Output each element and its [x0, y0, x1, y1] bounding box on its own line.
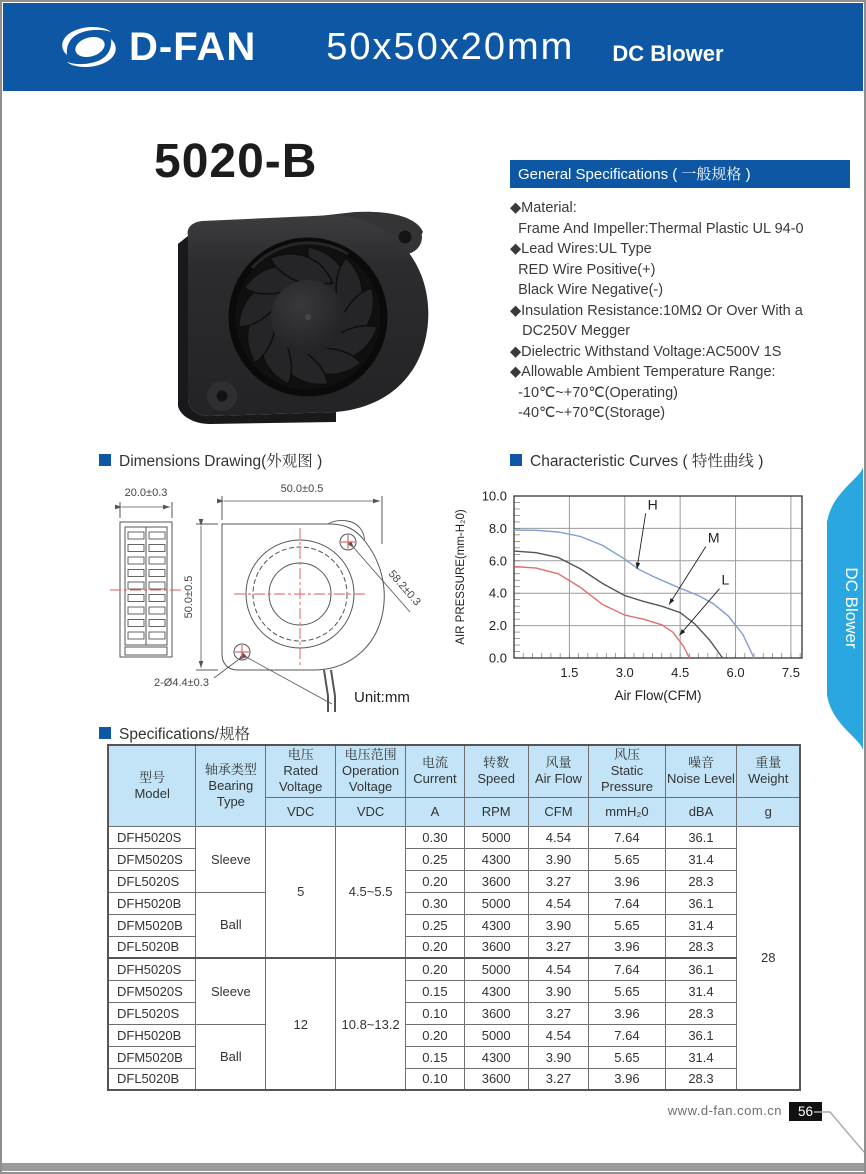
cell-current: 0.15 [406, 980, 465, 1002]
dim-diagonal-label: 58.2±0.3 [385, 568, 423, 609]
cell-noise-level: 28.3 [665, 1002, 737, 1024]
vent-slat [149, 557, 165, 564]
side-tab-dc-blower [819, 466, 863, 751]
cell-airflow: 3.90 [528, 980, 589, 1002]
cell-airflow: 4.54 [528, 826, 589, 848]
cell-current: 0.25 [406, 848, 465, 870]
section-title-dimensions: Dimensions Drawing(外观图 ) [99, 449, 322, 471]
col-header-rated-voltage: 电压 Rated Voltage [266, 745, 336, 797]
general-specs-title-bar: General Specifications ( 一般规格 ) [510, 160, 850, 188]
cell-noise-level: 28.3 [665, 936, 737, 958]
spec-item: -40℃~+70℃(Storage) [510, 405, 666, 421]
plot-border [514, 496, 802, 658]
cell-model: DFH5020B [108, 892, 196, 914]
cell-bearing-type: Ball [196, 892, 266, 958]
cell-bearing-type: Sleeve [196, 958, 266, 1024]
curve-M [514, 551, 723, 658]
unit-vdc: VDC [266, 797, 336, 826]
curve-label-M: M [707, 529, 720, 546]
curve-label-L: L [721, 571, 730, 588]
table-row [108, 1024, 800, 1046]
cell-weight: 28 [737, 826, 800, 1090]
vent-slat [128, 570, 144, 577]
characteristic-curves-chart [450, 482, 818, 719]
cell-operation-voltage: 10.8~13.2 [336, 958, 406, 1090]
table-row [108, 892, 800, 914]
vent-slat [128, 582, 144, 589]
section-title-curves: Characteristic Curves ( 特性曲线 ) [510, 449, 763, 471]
footer-corner-lines [814, 1097, 864, 1172]
cell-model: DFM5020B [108, 914, 196, 936]
brand-logo-icon [53, 22, 125, 72]
cell-noise-level: 28.3 [665, 870, 737, 892]
bottom-bar [2, 1163, 864, 1171]
cell-current: 0.30 [406, 892, 465, 914]
vent-slat [149, 632, 165, 639]
vent-slat [128, 632, 144, 639]
dimensions-drawing [92, 480, 448, 725]
vent-slat [128, 557, 144, 564]
y-tick-label: 2.0 [488, 618, 507, 634]
col-header-speed: 转数 Speed [464, 745, 528, 797]
cell-speed: 3600 [464, 1068, 528, 1090]
side-tab-label: DC Blower [842, 567, 861, 649]
unit-vdc: VDC [336, 797, 406, 826]
specifications-table [107, 744, 801, 1091]
cell-current: 0.10 [406, 1068, 465, 1090]
cell-model: DFM5020S [108, 848, 196, 870]
y-tick-label: 10.0 [481, 488, 507, 504]
spec-list [510, 198, 850, 424]
cell-static-pressure: 3.96 [589, 870, 665, 892]
unit-mmh2o: mmH₂0 [589, 797, 665, 826]
cell-speed: 4300 [464, 980, 528, 1002]
cell-model: DFH5020B [108, 1024, 196, 1046]
unit-rpm: RPM [464, 797, 528, 826]
cell-speed: 3600 [464, 870, 528, 892]
cell-bearing-type: Sleeve [196, 826, 266, 892]
cell-noise-level: 36.1 [665, 826, 737, 848]
cell-current: 0.20 [406, 870, 465, 892]
vent-slat [128, 607, 144, 614]
square-bullet-icon [99, 454, 111, 466]
cell-static-pressure: 3.96 [589, 1002, 665, 1024]
cell-airflow: 4.54 [528, 1024, 589, 1046]
cell-noise-level: 31.4 [665, 914, 737, 936]
cell-airflow: 3.90 [528, 848, 589, 870]
cell-current: 0.30 [406, 826, 465, 848]
general-specifications [510, 160, 850, 424]
header-bar [3, 3, 863, 91]
dim-height-label: 50.0±0.5 [183, 575, 195, 619]
cell-airflow: 3.27 [528, 870, 589, 892]
cell-static-pressure: 5.65 [589, 980, 665, 1002]
unit-a: A [406, 797, 465, 826]
cell-model: DFL5020B [108, 936, 196, 958]
unit-label: Unit:mm [354, 689, 410, 706]
cell-noise-level: 31.4 [665, 980, 737, 1002]
curve-H [514, 530, 754, 658]
cell-noise-level: 31.4 [665, 1046, 737, 1068]
cell-speed: 4300 [464, 914, 528, 936]
spec-item: -10℃~+70℃(Operating) [510, 384, 678, 401]
spec-item: ◆Material: [510, 200, 577, 216]
product-photo [140, 190, 460, 432]
col-header-operation-voltage: 电压范围 Operation Voltage [336, 745, 406, 797]
cell-speed: 5000 [464, 958, 528, 980]
cell-noise-level: 31.4 [665, 848, 737, 870]
product-type-label: DC Blower [612, 41, 724, 66]
cell-speed: 5000 [464, 826, 528, 848]
product-model-title: 5020-B [154, 135, 318, 188]
brand-name: D-FAN [129, 24, 257, 69]
x-tick-label: 4.5 [671, 665, 690, 680]
x-tick-label: 3.0 [615, 665, 634, 680]
vent-slat [149, 620, 165, 627]
y-tick-label: 0.0 [488, 650, 507, 666]
col-header-current: 电流 Current [406, 745, 465, 797]
cell-airflow: 4.54 [528, 892, 589, 914]
x-tick-label: 1.5 [560, 665, 579, 680]
vent-slat [149, 595, 165, 602]
cell-static-pressure: 5.65 [589, 848, 665, 870]
vent-slat [149, 570, 165, 577]
section-title-specifications: Specifications/规格 [99, 722, 250, 744]
cell-model: DFL5020B [108, 1068, 196, 1090]
cell-airflow: 3.90 [528, 914, 589, 936]
col-header-airflow: 风量 Air Flow [528, 745, 589, 797]
cell-static-pressure: 7.64 [589, 1024, 665, 1046]
col-header-noise: 噪音 Noise Level [665, 745, 737, 797]
y-tick-label: 4.0 [488, 585, 507, 601]
cell-speed: 5000 [464, 1024, 528, 1046]
spec-item: ◆Lead Wires:UL Type [510, 241, 652, 257]
vent-slat [149, 582, 165, 589]
cell-current: 0.10 [406, 1002, 465, 1024]
y-axis-title: AIR PRESSURE(mm-H₂0) [455, 509, 467, 645]
unit-g: g [737, 797, 800, 826]
cell-static-pressure: 5.65 [589, 1046, 665, 1068]
cell-noise-level: 36.1 [665, 1024, 737, 1046]
cell-airflow: 3.27 [528, 1002, 589, 1024]
square-bullet-icon [510, 454, 522, 466]
spec-item: DC250V Megger [510, 323, 631, 339]
cell-model: DFL5020S [108, 870, 196, 892]
cell-speed: 3600 [464, 1002, 528, 1024]
dim-holes-label: 2-Ø4.4±0.3 [154, 677, 209, 689]
cell-speed: 3600 [464, 936, 528, 958]
vent-slat [149, 532, 165, 539]
cell-rated-voltage: 5 [266, 826, 336, 958]
cell-speed: 5000 [464, 892, 528, 914]
vent-slat [149, 607, 165, 614]
spec-item: Frame And Impeller:Thermal Plastic UL 94-0 [510, 220, 804, 237]
cell-current: 0.25 [406, 914, 465, 936]
vent-slat [149, 545, 165, 552]
cell-static-pressure: 3.96 [589, 1068, 665, 1090]
x-axis-title: Air Flow(CFM) [614, 688, 702, 703]
page-number-badge: 56 [789, 1102, 822, 1121]
cell-airflow: 4.54 [528, 958, 589, 980]
col-header-weight: 重量 Weight [737, 745, 800, 797]
table-header [108, 745, 800, 826]
cell-noise-level: 28.3 [665, 1068, 737, 1090]
vent-slat [128, 532, 144, 539]
size-title: 50x50x20mm [326, 25, 575, 68]
y-tick-label: 6.0 [488, 553, 507, 569]
cell-model: DFH5020S [108, 958, 196, 980]
spec-item: Black Wire Negative(-) [510, 282, 664, 298]
cell-speed: 4300 [464, 1046, 528, 1068]
cell-airflow: 3.90 [528, 1046, 589, 1068]
unit-dba: dBA [665, 797, 737, 826]
table-row [108, 958, 800, 980]
cell-static-pressure: 7.64 [589, 958, 665, 980]
unit-cfm: CFM [528, 797, 589, 826]
spec-item: RED Wire Positive(+) [510, 261, 656, 278]
cell-current: 0.15 [406, 1046, 465, 1068]
cell-speed: 4300 [464, 848, 528, 870]
vent-slat [128, 620, 144, 627]
cell-static-pressure: 3.96 [589, 936, 665, 958]
cell-airflow: 3.27 [528, 1068, 589, 1090]
dim-width-label: 50.0±0.5 [280, 483, 324, 495]
cell-static-pressure: 5.65 [589, 914, 665, 936]
table-row [108, 826, 800, 848]
cell-noise-level: 36.1 [665, 958, 737, 980]
col-header-static-pressure: 风压 Static Pressure [589, 745, 665, 797]
curve-label-H: H [647, 496, 658, 513]
footer-website: www.d-fan.com.cn [667, 1103, 782, 1118]
square-bullet-icon [99, 727, 111, 739]
cell-static-pressure: 7.64 [589, 892, 665, 914]
spec-item: ◆Dielectric Withstand Voltage:AC500V 1S [510, 343, 782, 360]
vent-slat [128, 545, 144, 552]
cell-current: 0.20 [406, 958, 465, 980]
y-tick-label: 8.0 [488, 520, 507, 536]
cell-rated-voltage: 12 [266, 958, 336, 1090]
cell-model: DFH5020S [108, 826, 196, 848]
table-body [108, 826, 800, 1090]
cell-bearing-type: Ball [196, 1024, 266, 1090]
x-tick-label: 7.5 [781, 665, 800, 680]
cell-current: 0.20 [406, 1024, 465, 1046]
cell-static-pressure: 7.64 [589, 826, 665, 848]
col-header-bearing: 轴承类型 Bearing Type [196, 745, 266, 826]
cell-model: DFL5020S [108, 1002, 196, 1024]
cell-model: DFM5020S [108, 980, 196, 1002]
cell-noise-level: 36.1 [665, 892, 737, 914]
spec-item: ◆Allowable Ambient Temperature Range: [510, 364, 776, 380]
col-header-model: 型号 Model [108, 745, 196, 826]
cell-model: DFM5020B [108, 1046, 196, 1068]
dim-depth-label: 20.0±0.3 [124, 487, 168, 499]
cell-current: 0.20 [406, 936, 465, 958]
vent-slat [128, 595, 144, 602]
x-tick-label: 6.0 [726, 665, 745, 680]
cell-airflow: 3.27 [528, 936, 589, 958]
cell-operation-voltage: 4.5~5.5 [336, 826, 406, 958]
spec-item: ◆Insulation Resistance:10MΩ Or Over With a [510, 302, 803, 319]
